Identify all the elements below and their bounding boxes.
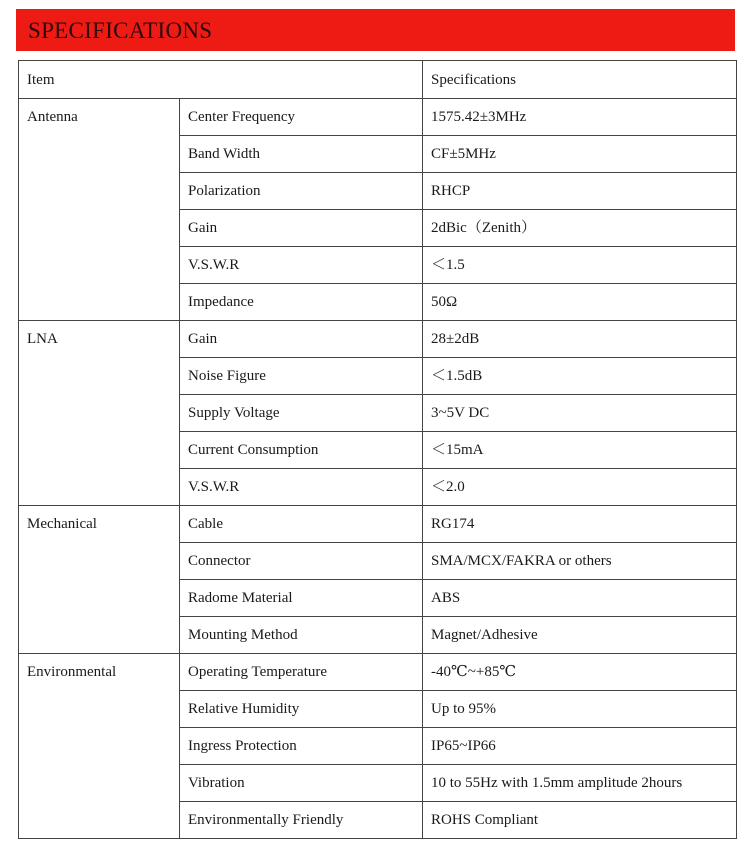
parameter-name: Polarization <box>180 173 423 210</box>
parameter-name: Cable <box>180 506 423 543</box>
parameter-name: V.S.W.R <box>180 247 423 284</box>
parameter-name: Band Width <box>180 136 423 173</box>
parameter-name: Connector <box>180 543 423 580</box>
specifications-table <box>18 60 737 839</box>
header-item: Item <box>19 61 423 99</box>
parameter-value: ＜1.5dB <box>423 358 737 395</box>
parameter-name: Center Frequency <box>180 99 423 136</box>
parameter-value: ＜15mA <box>423 432 737 469</box>
parameter-name: Vibration <box>180 765 423 802</box>
parameter-name: Gain <box>180 210 423 247</box>
parameter-value: 3~5V DC <box>423 395 737 432</box>
parameter-value: 1575.42±3MHz <box>423 99 737 136</box>
parameter-name: Supply Voltage <box>180 395 423 432</box>
parameter-name: Operating Temperature <box>180 654 423 691</box>
parameter-value: ROHS Compliant <box>423 802 737 839</box>
parameter-value: IP65~IP66 <box>423 728 737 765</box>
group-name: Mechanical <box>19 506 180 654</box>
table-row <box>19 506 737 543</box>
parameter-value: CF±5MHz <box>423 136 737 173</box>
parameter-name: Relative Humidity <box>180 691 423 728</box>
parameter-value: Up to 95% <box>423 691 737 728</box>
parameter-value: RG174 <box>423 506 737 543</box>
parameter-name: Current Consumption <box>180 432 423 469</box>
table-row <box>19 654 737 691</box>
group-name: LNA <box>19 321 180 506</box>
parameter-name: Noise Figure <box>180 358 423 395</box>
table-row <box>19 321 737 358</box>
specifications-banner <box>16 9 735 51</box>
header-specifications: Specifications <box>423 61 737 99</box>
page-title: SPECIFICATIONS <box>28 18 213 43</box>
parameter-name: Impedance <box>180 284 423 321</box>
parameter-value: 28±2dB <box>423 321 737 358</box>
table-row <box>19 99 737 136</box>
parameter-value: 2dBic（Zenith） <box>423 210 737 247</box>
parameter-name: Gain <box>180 321 423 358</box>
parameter-value: 50Ω <box>423 284 737 321</box>
parameter-name: Ingress Protection <box>180 728 423 765</box>
table-header-row <box>19 61 737 99</box>
parameter-value: RHCP <box>423 173 737 210</box>
parameter-value: ＜1.5 <box>423 247 737 284</box>
parameter-name: Environmentally Friendly <box>180 802 423 839</box>
parameter-name: V.S.W.R <box>180 469 423 506</box>
parameter-value: 10 to 55Hz with 1.5mm amplitude 2hours <box>423 765 737 802</box>
parameter-value: SMA/MCX/FAKRA or others <box>423 543 737 580</box>
parameter-value: -40℃~+85℃ <box>423 654 737 691</box>
group-name: Antenna <box>19 99 180 321</box>
parameter-name: Radome Material <box>180 580 423 617</box>
parameter-value: ABS <box>423 580 737 617</box>
parameter-value: ＜2.0 <box>423 469 737 506</box>
parameter-value: Magnet/Adhesive <box>423 617 737 654</box>
specifications-table-body <box>19 61 737 839</box>
parameter-name: Mounting Method <box>180 617 423 654</box>
group-name: Environmental <box>19 654 180 839</box>
